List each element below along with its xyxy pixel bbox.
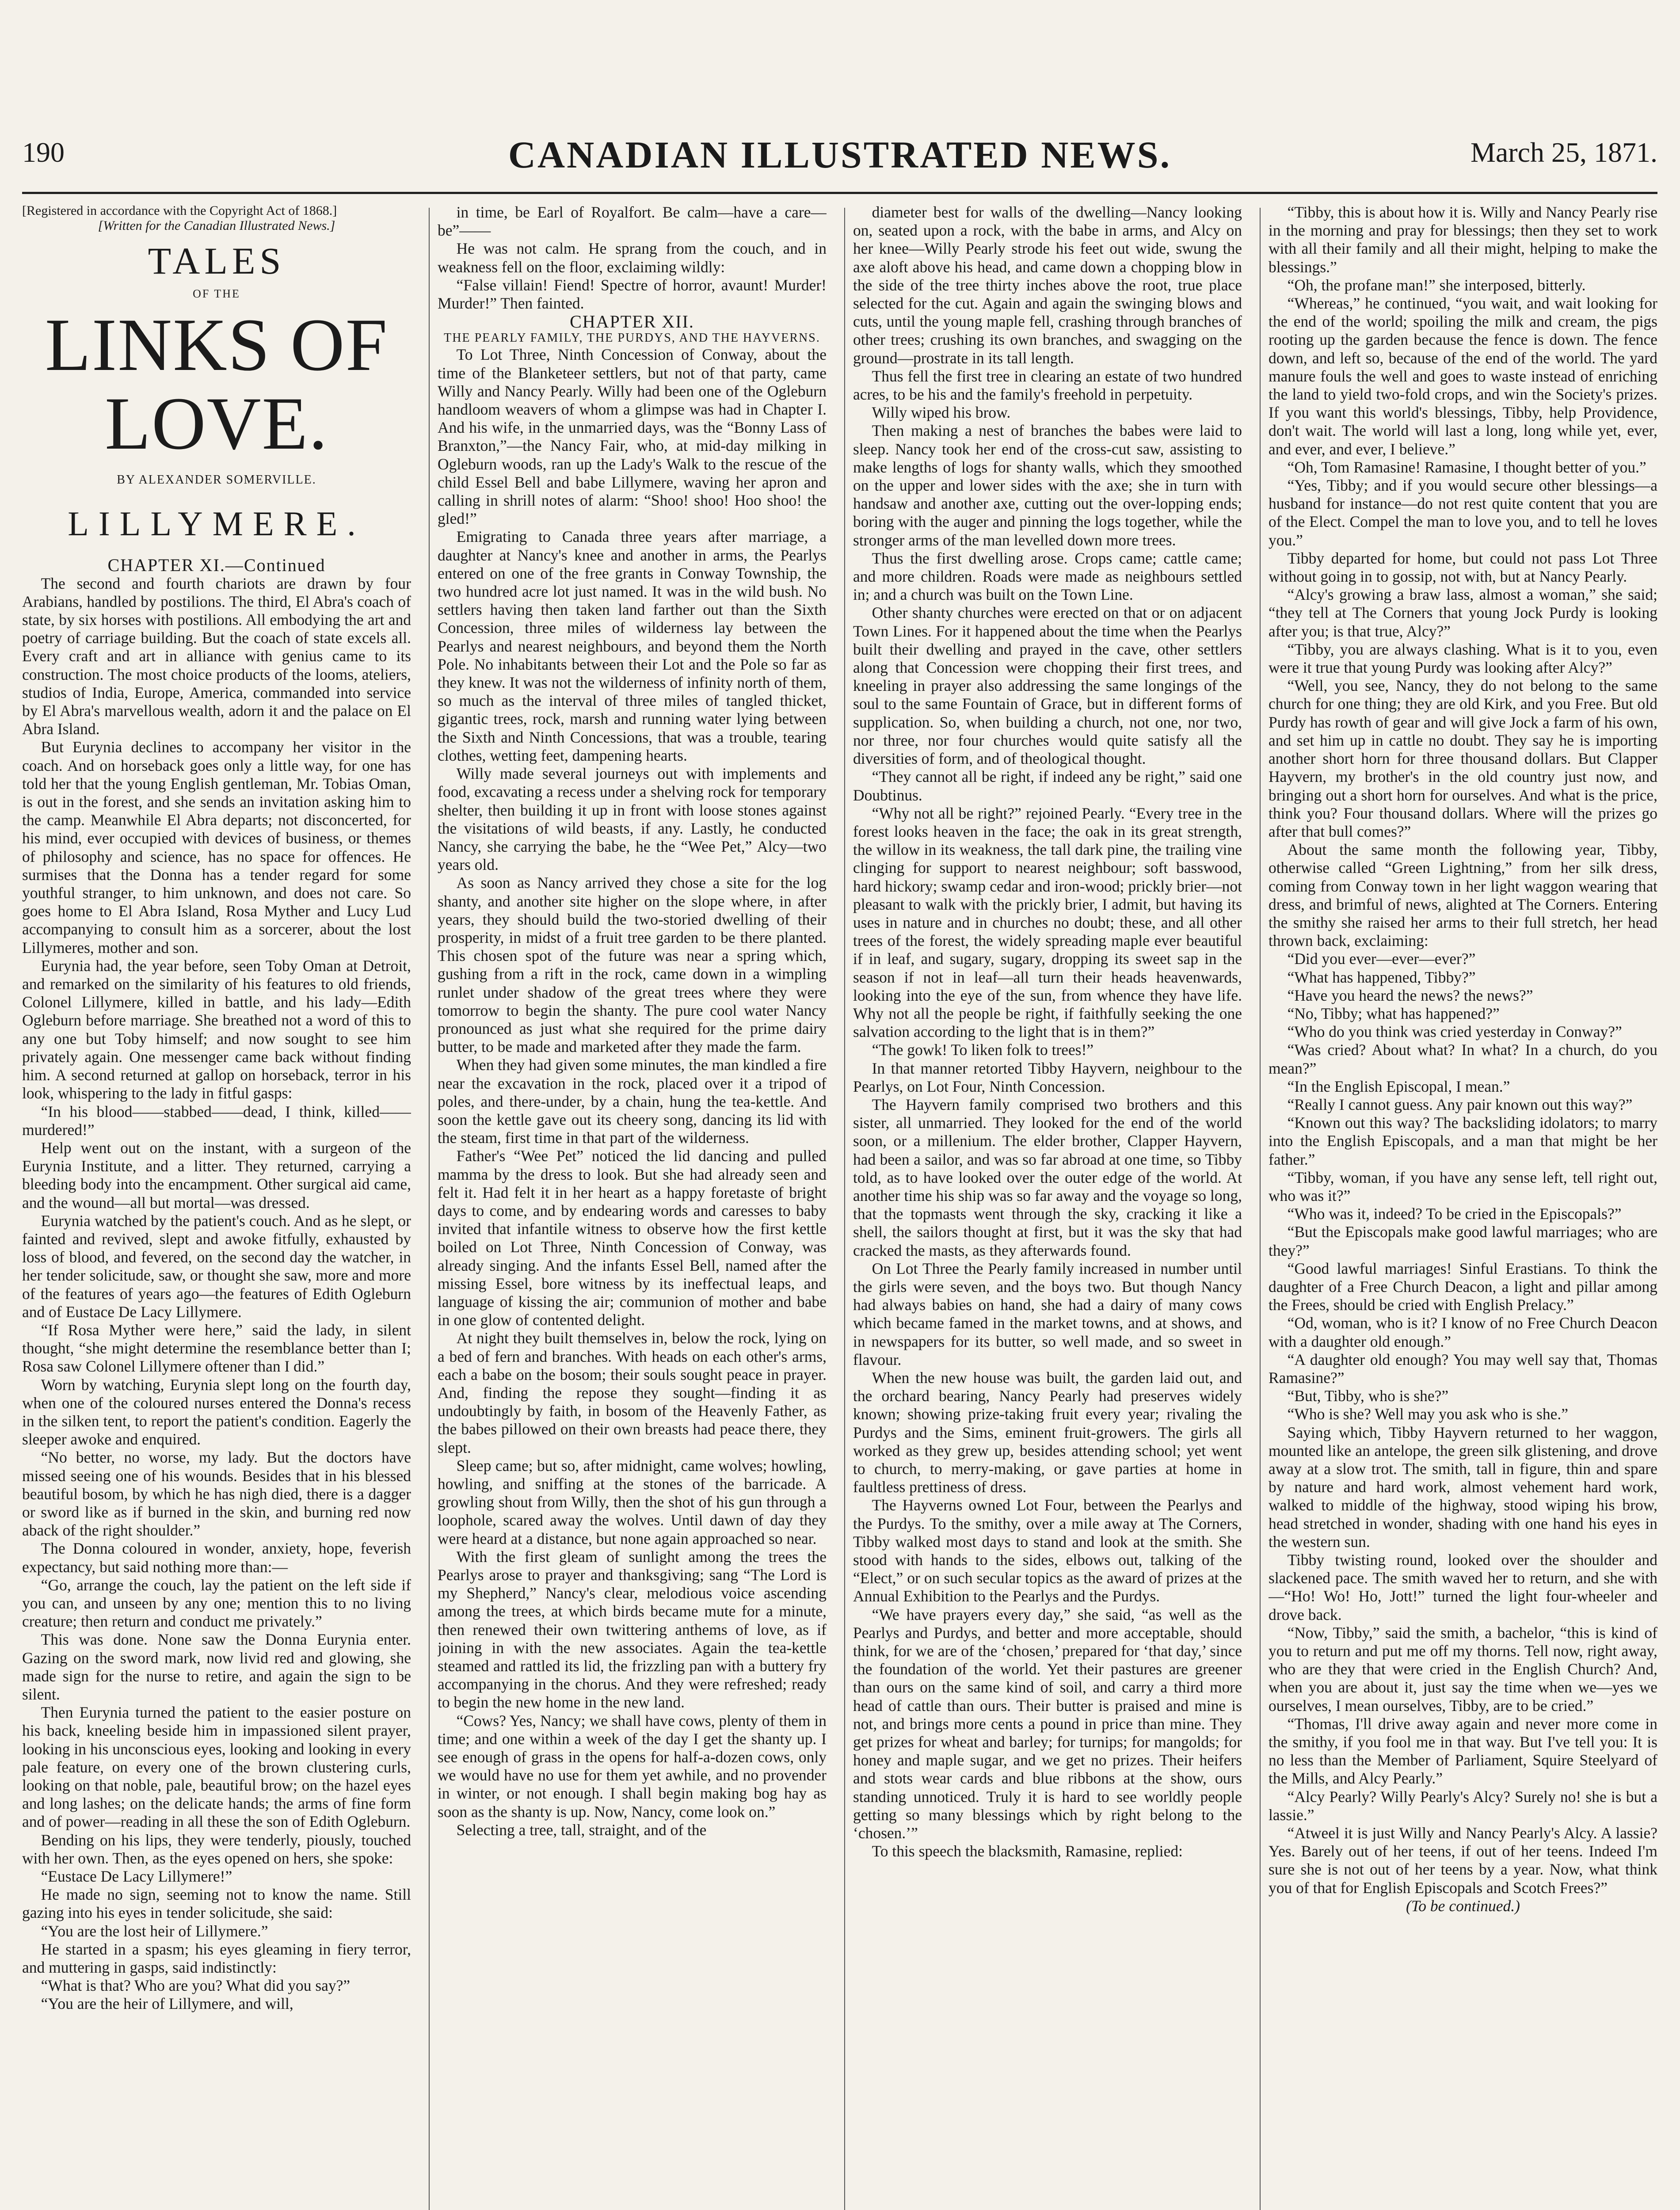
paragraph: Selecting a tree, tall, straight, and of the xyxy=(456,1821,707,1839)
chapter-heading: CHAPTER XI.—Continued xyxy=(107,555,326,575)
paragraph: “Was cried? About what? In what? In a church, do you mean?” xyxy=(1269,1041,1657,1077)
paragraph: “Why not all be right?” rejoined Pearly. “Every tree in the forest looks heaven in the face; the oak in its great strength, the willow in its weakness, the tall dark pine, the trailing vine clinging for support to nearest neighbour; soft basswood, hard hickory; swamp cedar and iron-wood; prickly brier—not pleasant to walk with the prickly brier, I admit, but having its uses in nature and in churches no doubt; these, and all other trees of the forest, the widely spreading maple ever beautiful if in leaf, and sugary, sugary, dropping its sweet sap in the season if not in leaf—all turn their heads heavenwards, looking into the eye of the sun, from whence they have life. Why not all the people be right, if faithfully seeking the one salvation according to the light that is in them?” xyxy=(853,804,1242,1041)
column-2 xyxy=(438,203,827,2210)
series-title-of-the: OF THE xyxy=(193,287,240,300)
paragraph: Other shanty churches were erected on that or on adjacent Town Lines. For it happened about the time when the Pearlys built their dwelling and prayed in the cave, other settlers along that Concession were chopping their first trees, and kneeling in prayer also addressing the same longings of the soul to the same Fountain of Grace, but in different forms of supplication. So, when building a church, not one, nor two, nor three, nor four churches would quite satisfy all the diversities of form, and of theological thought. xyxy=(853,604,1242,768)
paragraph: At night they built themselves in, below the rock, lying on a bed of fern and branches. With heads on each other's arms, each a babe on the bosom; their souls sought peace in prayer. And, finding the repose they sought—finding it as undoubtingly by faith, in bosom of the Heavenly Father, as the babes pillowed on their own breasts had peace there, they slept. xyxy=(438,1329,827,1456)
paragraph: “What has happened, Tibby?” xyxy=(1287,968,1476,986)
page-number: 190 xyxy=(22,137,65,168)
paragraph: in time, be Earl of Royalfort. Be calm—have a care—be”—— xyxy=(438,203,827,240)
paragraph: Saying which, Tibby Hayvern returned to her waggon, mounted like an antelope, the green silk glistening, and drove away at a slow trot. The smith, tall in figure, thin and spare by nature and hard work, almost vehement hard work, walked to middle of the highway, stood wiping his brow, head stretched in wonder, shading with one hand his eyes in the western sun. xyxy=(1269,1423,1657,1551)
paragraph: Bending on his lips, they were tenderly, piously, touched with her own. Then, as the eyes opened on hers, she spoke: xyxy=(22,1831,411,1867)
copyright-note: [Registered in accordance with the Copyright Act of 1868.] xyxy=(22,203,337,218)
paragraph: “We have prayers every day,” she said, “as well as the Pearlys and Purdys, and better and more acceptable, should think, for we are of the ‘chosen,’ prepared for ‘that day,’ since the foundation of the world. Yet their pastures are greener than ours on the same kind of soil, and carry a third more head of cattle than ours. Their butter is praised and mine is not, and brings more cents a pound in price than mine. They get prizes for wheat and barley; for turnips; for mangolds; for honey and maple sugar, and we get no prizes. Their heifers and stots wear cards and blue ribbons at the show, ours standing unnoticed. Truly it is hard to see worldly people getting so many blessings which by right belong to the ‘chosen.’” xyxy=(853,1605,1242,1842)
paragraph: “Who is she? Well may you ask who is she.” xyxy=(1287,1405,1568,1423)
paragraph: “Who do you think was cried yesterday in Conway?” xyxy=(1287,1023,1622,1041)
paragraph: “False villain! Fiend! Spectre of horror, avaunt! Murder! Murder!” Then fainted. xyxy=(438,276,827,312)
paragraph: The Hayvern family comprised two brothers and this sister, all unmarried. They looked for the end of the world soon, or a millenium. The elder brother, Clapper Hayvern, had been a sailor, and was so far abroad at one time, so Tibby told, as to have looked over the outer edge of the world. At another time his ship was so far away and the voyage so long, that the topmasts went through the sky, cracking it like a shell, the sailors thought at first, but it was the sky that had cracked the masts, as they afterwards found. xyxy=(853,1095,1242,1259)
chapter-subtitle: THE PEARLY FAMILY, THE PURDYS, AND THE HAYVERNS. xyxy=(444,331,820,345)
paragraph: He was not calm. He sprang from the couch, and in weakness fell on the floor, exclaiming wildly: xyxy=(438,240,827,276)
paragraph: “Atweel it is just Willy and Nancy Pearly's Alcy. A lassie? Yes. Barely out of her teens, if out of her teens. Indeed I'm sure she is not out of her teens by a year. Now, what think you of that for English Episcopals and Scotch Frees?” xyxy=(1269,1824,1657,1897)
written-for-note: [Written for the Canadian Illustrated News.] xyxy=(98,218,335,233)
page-header xyxy=(22,133,1657,186)
to-be-continued: (To be continued.) xyxy=(1406,1897,1520,1915)
paragraph: The Hayverns owned Lot Four, between the Pearlys and the Purdys. To the smithy, over a mile away at The Corners, Tibby walked most days to stand and look at the smith. She stood with hands to the sides, elbows out, talking of the “Elect,” or on such secular topics as the award of prizes at the Annual Exhibition to the Pearlys and the Purdys. xyxy=(853,1496,1242,1605)
paragraph: Willy wiped his brow. xyxy=(872,404,1011,422)
paragraph: “Did you ever—ever—ever?” xyxy=(1287,950,1476,968)
paragraph: But Eurynia declines to accompany her visitor in the coach. And on horseback goes only a little way, for one has told her that the young English gentleman, Mr. Tobias Oman, is out in the forest, and she sends an invitation asking him to the camp. Meanwhile El Abra departs; not disconcerted, for his mind, ever occupied with devices of business, or themes of philosophy and science, has no space for offences. He surmises that the Donna has a tender regard for some youthful stranger, to him unknown, and does not care. So goes home to El Abra Island, Rosa Myther and Lucy Lud accompanying to consult him as a sorcerer, about the lost Lillymeres, mother and son. xyxy=(22,738,411,956)
paragraph: “Well, you see, Nancy, they do not belong to the same church for one thing; they are old Kirk, and you Free. But old Purdy has rowth of gear and will give Jock a farm of his own, and set him up in cattle no doubt. They say he is importing another short horn for three thousand dollars. But Clapper Hayvern, my brother's in the old country just now, and bringing out a short horn for ourselves. And what is the price, think you? Four thousand dollars. Where will the prizes go after that bull comes?” xyxy=(1269,677,1657,840)
paragraph: Worn by watching, Eurynia slept long on the fourth day, when one of the coloured nurses entered the Donna's recess in the silken tent, to report the patient's condition. Eagerly the sleeper awoke and enquired. xyxy=(22,1376,411,1448)
column-3-body xyxy=(853,203,1242,1860)
paragraph: “Now, Tibby,” said the smith, a bachelor, “this is kind of you to return and put me off my thorns. Tell now, right away, who are they that were cried in the English Church? And, when you are about it, just say the time when we—yes we ourselves, I mean ourselves, Tibby, are to be cried.” xyxy=(1269,1623,1657,1715)
paragraph: Thus the first dwelling arose. Crops came; cattle came; and more children. Roads were made as neighbours settled in; and a church was built on the Town Line. xyxy=(853,549,1242,604)
paragraph: “Thomas, I'll drive away again and never more come in the smithy, if you fool me in that way. But I've tell you: It is no less than the Member of Parliament, Squire Steelyard of the Mills, and Alcy Pearly.” xyxy=(1269,1715,1657,1787)
paragraph: Thus fell the first tree in clearing an estate of two hundred acres, to be his and the family's freehold in perpetuity. xyxy=(853,367,1242,404)
column-4-body xyxy=(1269,203,1657,1897)
paragraph: With the first gleam of sunlight among the trees the Pearlys arose to prayer and thanksgiving; sang “The Lord is my Shepherd,” Nancy's clear, melodious voice ascending among the trees, at which birds became mute for a minute, then renewed their own twittering anthems of love, as if joining in with the new associates. Again the tea-kettle steamed and rattled its lid, the frizzling pan with a buttery fry accompanying in the chorus. And they were refreshed; ready to begin the new home in the new land. xyxy=(438,1547,827,1711)
column-3 xyxy=(853,203,1242,2210)
paragraph: About the same month the following year, Tibby, otherwise called “Green Lightning,” from her silk dress, coming from Conway town in her light waggon wearing that dress, and brimful of news, alighted at The Corners. Entering the smithy she raised her arms to their full stretch, her head thrown back, exclaiming: xyxy=(1269,841,1657,950)
paragraph: “If Rosa Myther were here,” said the lady, in silent thought, “she might determine the resemblance better than I; Rosa saw Colonel Lillymere oftener than I did.” xyxy=(22,1321,411,1376)
paragraph: “But the Episcopals make good lawful marriages; who are they?” xyxy=(1269,1223,1657,1259)
paragraph: Willy made several journeys out with implements and food, excavating a recess under a shelving rock for temporary shelter, then building it up in front with loose stones against the visitations of wild beasts, if any. Lastly, he conducted Nancy, she carrying the babe, he the “Wee Pet,” Alcy—two years old. xyxy=(438,765,827,874)
series-title-tales: TALES xyxy=(148,240,286,282)
paragraph: “Who was it, indeed? To be cried in the Episcopals?” xyxy=(1287,1205,1622,1223)
paragraph: “Yes, Tibby; and if you would secure other blessings—a husband for instance—do not rest quite content that you are of the Elect. Compel the man to love you, and to tell he loves you.” xyxy=(1269,476,1657,549)
paragraph: “In his blood——stabbed——dead, I think, killed——murdered!” xyxy=(22,1102,411,1139)
paragraph: “Tibby, this is about how it is. Willy and Nancy Pearly rise in the morning and pray for blessings; then they set to work with all their family and all their might, helping to make the blessings.” xyxy=(1269,203,1657,276)
paragraph: When the new house was built, the garden laid out, and the orchard bearing, Nancy Pearly had preserves widely known; showing prize-taking fruit every year; rivaling the Purdys and the Sims, eminent fruit-growers. The girls all worked as they grew up, besides attending school; yet went to church, to merry-making, or gave parties at home in faultless prettiness of dress. xyxy=(853,1369,1242,1496)
issue-date: March 25, 1871. xyxy=(1470,137,1657,168)
paragraph: “But, Tibby, who is she?” xyxy=(1287,1387,1449,1405)
column-2-lead xyxy=(438,203,827,312)
paragraph: “No better, no worse, my lady. But the doctors have missed seeing one of his wounds. Besides that in his blessed beautiful bosom, by which he has nigh died, there is a dagger or sword like as if burned in the skin, and burning red now aback of the right shoulder.” xyxy=(22,1448,411,1539)
paragraph: The second and fourth chariots are drawn by four Arabians, handled by postilions. The third, El Abra's coach of state, by six horses with postilions. All embodying the art and poetry of carriage building. But the coach of state excels all. Every craft and art in alliance with genius came to its construction. The most choice products of the looms, ateliers, studios of India, Europe, America, commanded into service by El Abra's marvellous wealth, adorn it and the palace on El Abra Island. xyxy=(22,574,411,738)
paragraph: “A daughter old enough? You may well say that, Thomas Ramasine?” xyxy=(1269,1350,1657,1387)
paragraph: “Go, arrange the couch, lay the patient on the left side if you can, and unseen by any one; mention this to no living creature; then return and conduct me privately.” xyxy=(22,1576,411,1631)
paragraph: “Eustace De Lacy Lillymere!” xyxy=(41,1867,232,1886)
paragraph: “Really I cannot guess. Any pair known out this way?” xyxy=(1287,1095,1633,1113)
paragraph: “They cannot all be right, if indeed any be right,” said one Doubtinus. xyxy=(853,768,1242,804)
column-4 xyxy=(1269,203,1657,2210)
paragraph: “Tibby, you are always clashing. What is it to you, even were it true that young Purdy was looking after Alcy?” xyxy=(1269,640,1657,677)
paragraph: To Lot Three, Ninth Concession of Conway, about the time of the Blanketeer settlers, but not of that party, came Willy and Nancy Pearly. Willy had been one of the Ogleburn handloom weavers of whom a glimpse was had in Chapter I. And his wife, in the unmarried days, was the “Bonny Lass of Branxton,”—the Nancy Fair, who, at mid-day milking in Ogleburn woods, ran up the Lady's Walk to the rescue of the child Essel Bell and babe Lillymere, waving her apron and calling in shrill notes of alarm: “Shoo! shoo! Hoo shoo! the gled!” xyxy=(438,346,827,528)
paragraph: “Good lawful marriages! Sinful Erastians. To think the daughter of a Free Church Deacon, a light and pillar among the Frees, should be cried with English Prelacy.” xyxy=(1269,1259,1657,1314)
paragraph: “Whereas,” he continued, “you wait, and wait looking for the end of the world; spoiling the milk and cream, the pigs rooting up the garden because the fence is down. The fence down, and left so, because of the end of the world. The yard manure fouls the well and goes to waste instead of enriching the land to yield two-fold crops, and win the Society's prizes. If you want this world's blessings, Tibby, help Providence, don't wait. The world will last a long, long while yet, ever, and ever, and ever, I believe.” xyxy=(1269,294,1657,458)
paragraph: diameter best for walls of the dwelling—Nancy looking on, seated upon a rock, with the babe in arms, and Alcy on her knee—Willy Pearly strode his feet out wide, swung the axe aloft above his head, and came down a chopping blow in the side of the tree thirty inches above the root, true place selected for the cut. Again and again the swinging blows and cuts, until the young maple fell, crashing through branches of other trees; crushing its own branches, and swagging on the ground—prostrate in its tall length. xyxy=(853,203,1242,367)
paragraph: “Oh, Tom Ramasine! Ramasine, I thought better of you.” xyxy=(1287,458,1646,476)
paragraph: “The gowk! To liken folk to trees!” xyxy=(872,1041,1094,1059)
chapter-heading: CHAPTER XII. xyxy=(570,312,694,332)
paragraph: Sleep came; but so, after midnight, came wolves; howling, howling, and sniffing at the stones of the barricade. A growling shout from Willy, then the shot of his gun through a loophole, scared away the wolves. Until dawn of day they were heard at a distance, but none again approached so near. xyxy=(438,1456,827,1547)
paragraph: “You are the heir of Lillymere, and will, xyxy=(41,1995,293,2013)
newspaper-title: CANADIAN ILLUSTRATED NEWS. xyxy=(508,133,1172,176)
column-1-body xyxy=(22,575,411,2013)
author-byline: BY ALEXANDER SOMERVILLE. xyxy=(117,473,316,487)
paragraph: This was done. None saw the Donna Eurynia enter. Gazing on the sword mark, now livid red and glowing, she made sign for the nurse to retire, and again the sign to be silent. xyxy=(22,1631,411,1703)
paragraph: “Cows? Yes, Nancy; we shall have cows, plenty of them in time; and one within a week of the day I get the shanty up. I see enough of grass in the opens for half-a-dozen cows, only we would have no use for them yet awhile, and no provender in winter, or not enough. I shall begin making bog hay as soon as the shanty is up. Now, Nancy, come look on.” xyxy=(438,1711,827,1821)
column-1 xyxy=(22,203,411,2210)
series-title-links-of-love: LINKS OF LOVE. xyxy=(45,303,389,465)
article-columns xyxy=(22,203,1657,2210)
paragraph: “No, Tibby; what has happened?” xyxy=(1287,1004,1500,1022)
paragraph: As soon as Nancy arrived they chose a site for the log shanty, and another site higher on the slope where, in after years, they should build the two-storied dwelling of their prosperity, in midst of a fruit tree garden to be there planted. This chosen spot of the future was near a spring which, gushing from a rift in the rock, came down in a wimpling runlet under shadow of the great trees where they were tomorrow to begin the shanty. The pure cool water Nancy pronounced as just what she required for the prime dairy butter, to be made and marketed after they made the farm. xyxy=(438,874,827,1056)
header-rule xyxy=(22,192,1657,194)
paragraph: Emigrating to Canada three years after marriage, a daughter at Nancy's knee and another in arms, the Pearlys entered on one of the free grants in Conway Township, the two hundred acre lot just named. It was in the wild bush. No settlers having then taken land farther out than the Sixth Concession, three miles of wilderness lay between the Pearlys and nearest neighbours, and beyond them the North Pole. No inhabitants between their Lot and the Pole so far as they knew. It was not the wilderness of infinity north of them, so much as the interval of three miles of tangled thicket, gigantic trees, rock, marsh and running water lying between the Sixth and Ninth Concessions, that was a trouble, tearing clothes, wetting feet, dampening hearts. xyxy=(438,528,827,764)
paragraph: He made no sign, seeming not to know the name. Still gazing into his eyes in tender solicitude, she said: xyxy=(22,1886,411,1922)
paragraph: The Donna coloured in wonder, anxiety, hope, feverish expectancy, but said nothing more than:— xyxy=(22,1539,411,1576)
paragraph: Tibby departed for home, but could not pass Lot Three without going in to gossip, not with, but at Nancy Pearly. xyxy=(1269,549,1657,586)
paragraph: “In the English Episcopal, I mean.” xyxy=(1287,1077,1510,1095)
column-2-body xyxy=(438,346,827,1839)
story-title: LILLYMERE. xyxy=(68,504,366,543)
paragraph: “What is that? Who are you? What did you say?” xyxy=(41,1977,350,1995)
paragraph: Eurynia watched by the patient's couch. And as he slept, or fainted and revived, slept and awoke fitfully, exhausted by loss of blood, and fevered, on the second day the watcher, in her tender solicitude, saw, or thought she saw, more and more of the features of years ago—the features of Edith Ogleburn and of Eustace De Lacy Lillymere. xyxy=(22,1212,411,1321)
paragraph: To this speech the blacksmith, Ramasine, replied: xyxy=(872,1842,1183,1860)
paragraph: “Alcy Pearly? Willy Pearly's Alcy? Surely no! she is but a lassie.” xyxy=(1269,1787,1657,1824)
paragraph: Then Eurynia turned the patient to the easier posture on his back, kneeling beside him in impassioned silent prayer, looking in his unconscious eyes, looking and looking in every pale feature, on every one of the brown clustering curls, looking on that noble, pale, beautiful brow; on the hazel eyes and long lashes; on the delicate hands; the arms of fine form and of power—reading in all these the son of Edith Ogleburn. xyxy=(22,1703,411,1831)
paragraph: “Tibby, woman, if you have any sense left, tell right out, who was it?” xyxy=(1269,1168,1657,1204)
paragraph: Tibby twisting round, looked over the shoulder and slackened pace. The smith waved her to return, and she with—“Ho! Wo! Ho, Jott!” turned the light four-wheeler and drove back. xyxy=(1269,1551,1657,1623)
paragraph: “Alcy's growing a braw lass, almost a woman,” she said; “they tell at The Corners that young Jock Purdy is looking after you; is that true, Alcy?” xyxy=(1269,586,1657,640)
paragraph: Eurynia had, the year before, seen Toby Oman at Detroit, and remarked on the similarity of his features to old friends, Colonel Lillymere, killed in battle, and his lady—Edith Ogleburn before marriage. She breathed not a word of this to any one but Toby himself; and now sought to see him privately again. One messenger came back without finding him. A second returned at gallop on horseback, terror in his look, whispering to the lady in fitful gasps: xyxy=(22,956,411,1102)
paragraph: On Lot Three the Pearly family increased in number until the girls were seven, and the boys two. But though Nancy had always babies on hand, she had a dairy of many cows which became famed in the market towns, and at shows, and in newspapers for its butter, so well made, and so sweet in flavour. xyxy=(853,1259,1242,1368)
paragraph: Help went out on the instant, with a surgeon of the Eurynia Institute, and a litter. They returned, carrying a bleeding body into the encampment. Other surgical aid came, and the wound—all but mortal—was dressed. xyxy=(22,1139,411,1212)
paragraph: Father's “Wee Pet” noticed the lid dancing and pulled mamma by the dress to look. But she had already seen and felt it. Had felt it in her heart as a happy foretaste of bright days to come, and by endearing words and caresses to baby invited that infantile witness to observe how the first kettle boiled on Lot Three, Ninth Concession of Conway, was already singing. And the infants Essel Bell, named after the missing Essel, bore witness by its ineffectual leaps, and language of kissing the air; communion of mother and babe in one glow of contented delight. xyxy=(438,1147,827,1329)
paragraph: “Oh, the profane man!” she interposed, bitterly. xyxy=(1287,276,1586,294)
paragraph: Then making a nest of branches the babes were laid to sleep. Nancy took her end of the cross-cut saw, assisting to make lengths of logs for shanty walls, which they smoothed on the upper and lower sides with the axe; she in turn with handsaw and another axe, cutting out the over-lopping ends; boring with the auger and pinning the logs together, while the stronger arms of the man levelled down more trees. xyxy=(853,422,1242,549)
paragraph: “Od, woman, who is it? I know of no Free Church Deacon with a daughter old enough.” xyxy=(1269,1314,1657,1350)
paragraph: He started in a spasm; his eyes gleaming in fiery terror, and muttering in gasps, said indistinctly: xyxy=(22,1940,411,1977)
paragraph: “Have you heard the news? the news?” xyxy=(1287,986,1533,1004)
paragraph: “Known out this way? The backsliding idolators; to marry into the English Episcopals, and a man that might be her father.” xyxy=(1269,1114,1657,1168)
paragraph: When they had given some minutes, the man kindled a fire near the excavation in the rock, placed over it a tripod of poles, and there-under, by a chain, hung the tea-kettle. And soon the kettle gave out its cheery song, dancing its lid with the steam, first time in that part of the wilderness. xyxy=(438,1056,827,1147)
paragraph: In that manner retorted Tibby Hayvern, neighbour to the Pearlys, on Lot Four, Ninth Concession. xyxy=(853,1059,1242,1095)
paragraph: “You are the lost heir of Lillymere.” xyxy=(41,1922,268,1940)
